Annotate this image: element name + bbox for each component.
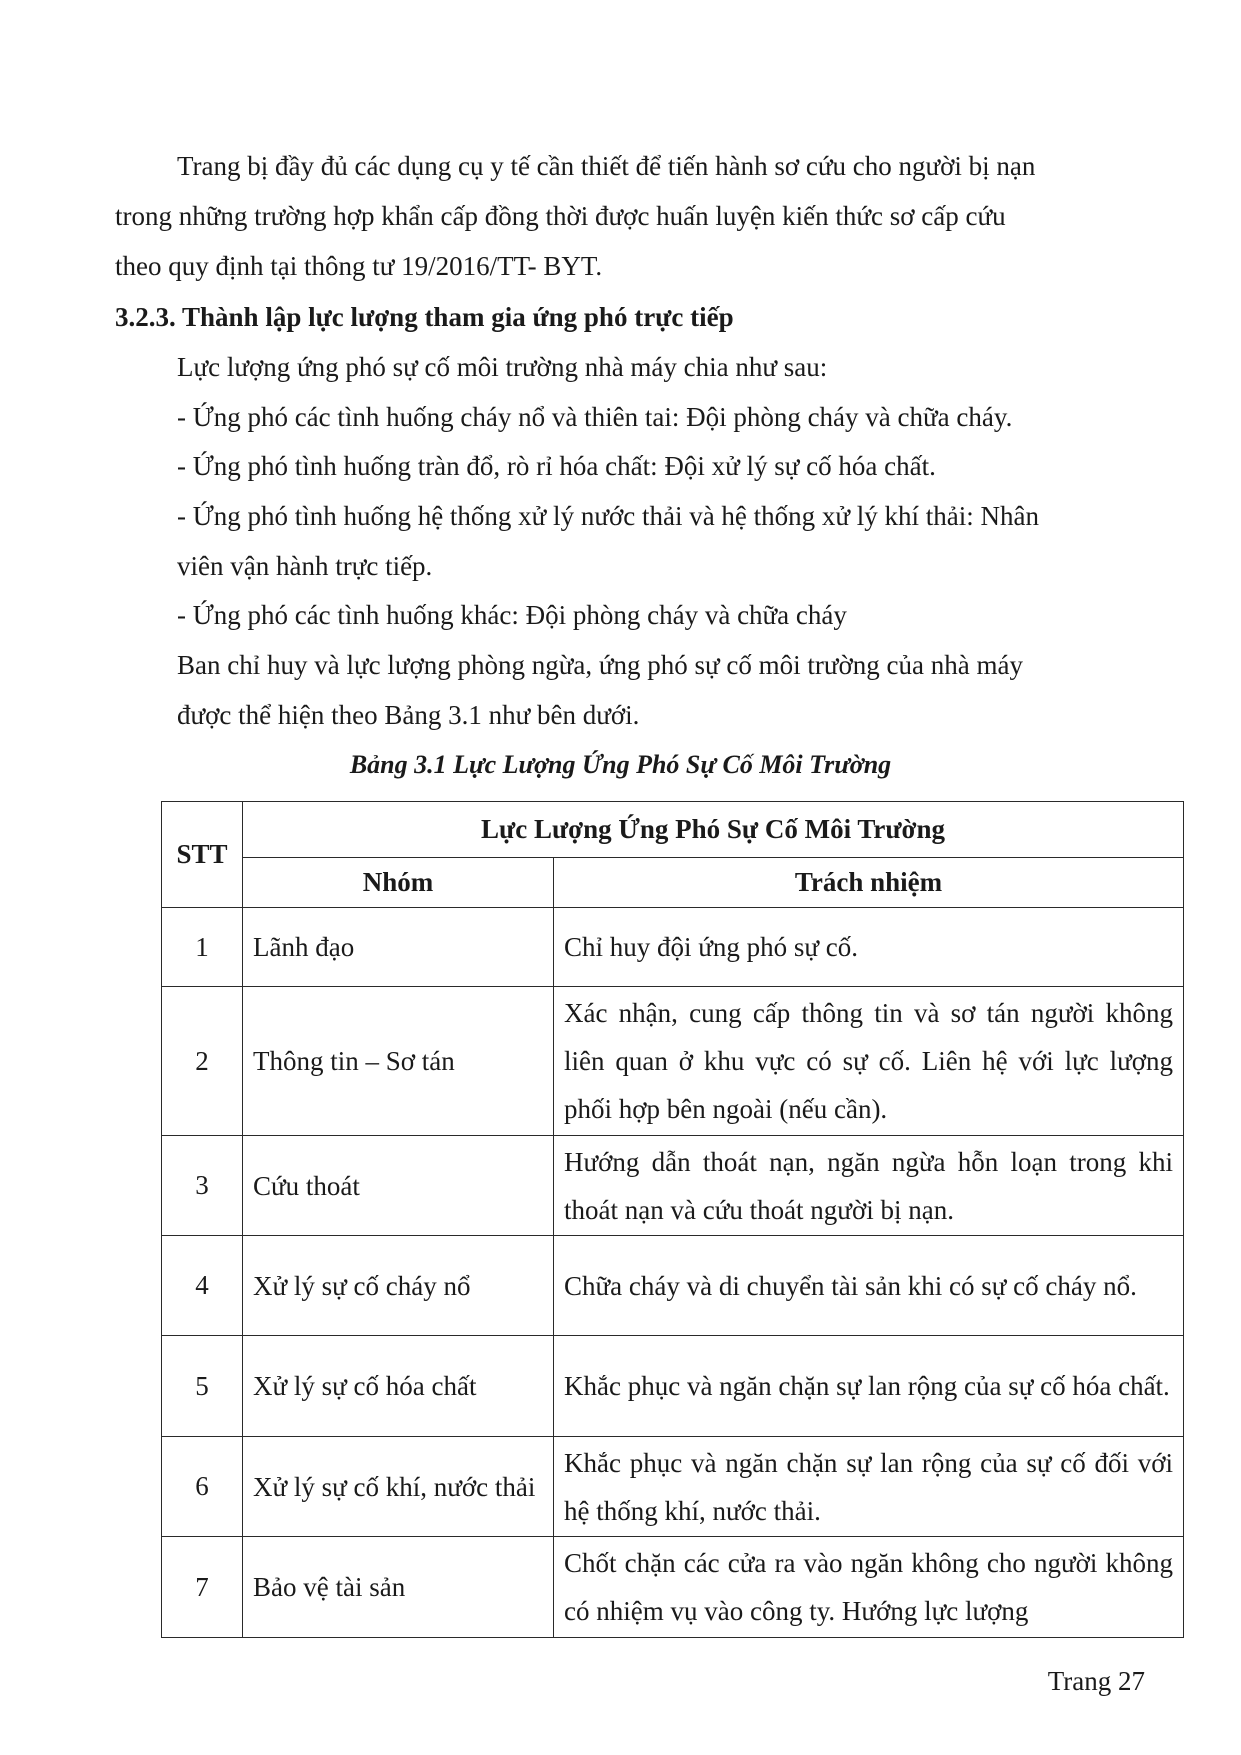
row-responsibility: Chỉ huy đội ứng phó sự cố. [554,908,1184,987]
closing-line: được thể hiện theo Bảng 3.1 như bên dưới. [177,700,640,730]
table-row [162,1336,1184,1437]
row-stt: 5 [162,1336,243,1437]
row-responsibility: Khắc phục và ngăn chặn sự lan rộng của sự cố đối với hệ thống khí, nước thải. [554,1437,1184,1537]
paragraph-line: Trang bị đầy đủ các dụng cụ y tế cần thiết để tiến hành sơ cứu cho người bị nạn [177,151,1036,181]
closing-line: Ban chỉ huy và lực lượng phòng ngừa, ứng phó sự cố môi trường của nhà máy [177,650,1023,680]
section-heading: 3.2.3. Thành lập lực lượng tham gia ứng phó trực tiếp [115,302,734,332]
table-row [162,1236,1184,1336]
row-responsibility: Chữa cháy và di chuyển tài sản khi có sự cố cháy nổ. [554,1236,1184,1336]
row-stt: 2 [162,987,243,1136]
table-row [162,1537,1184,1638]
response-force-table [161,801,1184,1638]
table-subheader-row [162,858,1184,908]
row-stt: 7 [162,1537,243,1638]
table-row [162,1136,1184,1236]
bullet-item: viên vận hành trực tiếp. [177,551,433,581]
paragraph-line: trong những trường hợp khẩn cấp đồng thời được huấn luyện kiến thức sơ cấp cứu [115,201,1006,231]
row-responsibility: Chốt chặn các cửa ra vào ngăn không cho người không có nhiệm vụ vào công ty. Hướng lực lượng [554,1537,1184,1638]
intro-text: Lực lượng ứng phó sự cố môi trường nhà máy chia như sau: [177,352,828,382]
row-group: Bảo vệ tài sản [243,1537,554,1638]
table-header-row [162,802,1184,858]
header-group: Nhóm [243,858,554,908]
row-group: Xử lý sự cố cháy nổ [243,1236,554,1336]
row-responsibility: Hướng dẫn thoát nạn, ngăn ngừa hỗn loạn trong khi thoát nạn và cứu thoát người bị nạn. [554,1136,1184,1236]
bullet-item: - Ứng phó tình huống hệ thống xử lý nước thải và hệ thống xử lý khí thải: Nhân [177,501,1040,531]
row-group: Thông tin – Sơ tán [243,987,554,1136]
row-group: Xử lý sự cố hóa chất [243,1336,554,1437]
table-row [162,908,1184,987]
row-stt: 4 [162,1236,243,1336]
table-row [162,1437,1184,1537]
table-caption: Bảng 3.1 Lực Lượng Ứng Phó Sự Cố Môi Trường [349,750,892,779]
header-stt: STT [162,802,243,908]
table-row [162,987,1184,1136]
header-responsibility: Trách nhiệm [554,858,1184,908]
row-responsibility: Xác nhận, cung cấp thông tin và sơ tán người không liên quan ở khu vực có sự cố. Liên hệ với lực lượng phối hợp bên ngoài (nếu cần). [554,987,1184,1136]
row-stt: 6 [162,1437,243,1537]
header-group-title: Lực Lượng Ứng Phó Sự Cố Môi Trường [243,802,1184,858]
bullet-item: - Ứng phó tình huống tràn đổ, rò rỉ hóa chất: Đội xử lý sự cố hóa chất. [177,451,936,481]
row-stt: 1 [162,908,243,987]
page-number: Trang 27 [1047,1666,1145,1696]
row-responsibility: Khắc phục và ngăn chặn sự lan rộng của sự cố hóa chất. [554,1336,1184,1437]
bullet-item: - Ứng phó các tình huống cháy nổ và thiên tai: Đội phòng cháy và chữa cháy. [177,402,1013,432]
paragraph-line: theo quy định tại thông tư 19/2016/TT- BYT. [115,251,603,281]
row-group: Lãnh đạo [243,908,554,987]
row-group: Xử lý sự cố khí, nước thải [243,1437,554,1537]
row-stt: 3 [162,1136,243,1236]
row-group: Cứu thoát [243,1136,554,1236]
bullet-item: - Ứng phó các tình huống khác: Đội phòng cháy và chữa cháy [177,600,847,630]
